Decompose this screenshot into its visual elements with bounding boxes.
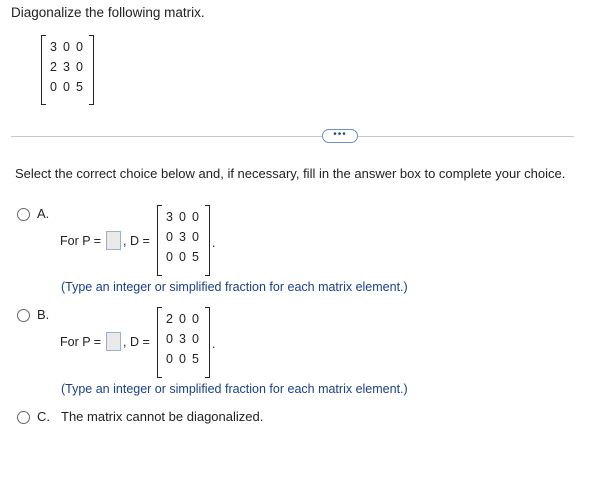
option-a-letter: A.: [37, 206, 50, 221]
matrix-cell: 0: [166, 230, 173, 244]
left-bracket: [157, 307, 162, 378]
matrix-cell: 5: [192, 250, 199, 264]
right-bracket: [205, 307, 210, 378]
radio-a[interactable]: [17, 208, 30, 221]
period: .: [212, 337, 216, 351]
right-bracket: [205, 205, 210, 276]
matrix-cell: 0: [76, 60, 83, 74]
matrix-cell: 0: [166, 352, 173, 366]
matrix-cell: 0: [63, 40, 70, 54]
period: .: [212, 236, 216, 250]
radio-b[interactable]: [17, 309, 30, 322]
matrix-grid-a: [163, 207, 202, 267]
hint-text: (Type an integer or simplified fraction for each matrix element.): [61, 280, 408, 294]
matrix-cell: 0: [192, 210, 199, 224]
matrix-cell: 0: [63, 80, 70, 94]
matrix-cell: 5: [192, 352, 199, 366]
matrix-grid-b: [163, 309, 202, 369]
matrix-cell: 0: [192, 332, 199, 346]
matrix-cell: 3: [166, 210, 173, 224]
matrix-cell: 0: [76, 40, 83, 54]
radio-c[interactable]: [17, 411, 30, 424]
p-answer-box[interactable]: [106, 231, 121, 250]
p-answer-box[interactable]: [106, 332, 121, 351]
matrix-cell: 0: [179, 210, 186, 224]
matrix-cell: 3: [179, 332, 186, 346]
question-text: Diagonalize the following matrix.: [11, 5, 205, 20]
matrix-cell: 2: [166, 312, 173, 326]
d-label: , D =: [123, 234, 150, 248]
option-b-letter: B.: [37, 307, 50, 322]
hint-text: (Type an integer or simplified fraction for each matrix element.): [61, 382, 408, 396]
matrix-cell: 0: [192, 312, 199, 326]
matrix-cell: 0: [50, 80, 57, 94]
option-c-letter: C.: [37, 409, 50, 424]
divider: [11, 136, 574, 137]
matrix-cell: 0: [166, 250, 173, 264]
for-p-label: For P =: [60, 335, 102, 349]
d-label: , D =: [123, 335, 150, 349]
matrix-cell: 0: [179, 352, 186, 366]
matrix-cell: 3: [63, 60, 70, 74]
matrix-cell: 2: [50, 60, 57, 74]
matrix-cell: 0: [179, 312, 186, 326]
left-bracket: [41, 35, 46, 105]
right-bracket: [89, 35, 94, 105]
matrix-cell: 5: [76, 80, 83, 94]
matrix-cell: 0: [179, 250, 186, 264]
matrix-cell: 3: [50, 40, 57, 54]
matrix-cell: 3: [179, 230, 186, 244]
left-bracket: [157, 205, 162, 276]
more-button[interactable]: •••: [322, 129, 358, 143]
matrix-cell: 0: [192, 230, 199, 244]
matrix-cell: 0: [166, 332, 173, 346]
matrix-grid: [47, 37, 86, 97]
for-p-label: For P =: [60, 234, 102, 248]
option-c-text: The matrix cannot be diagonalized.: [61, 409, 264, 424]
instructions: Select the correct choice below and, if necessary, fill in the answer box to complete your choice.: [15, 166, 566, 181]
